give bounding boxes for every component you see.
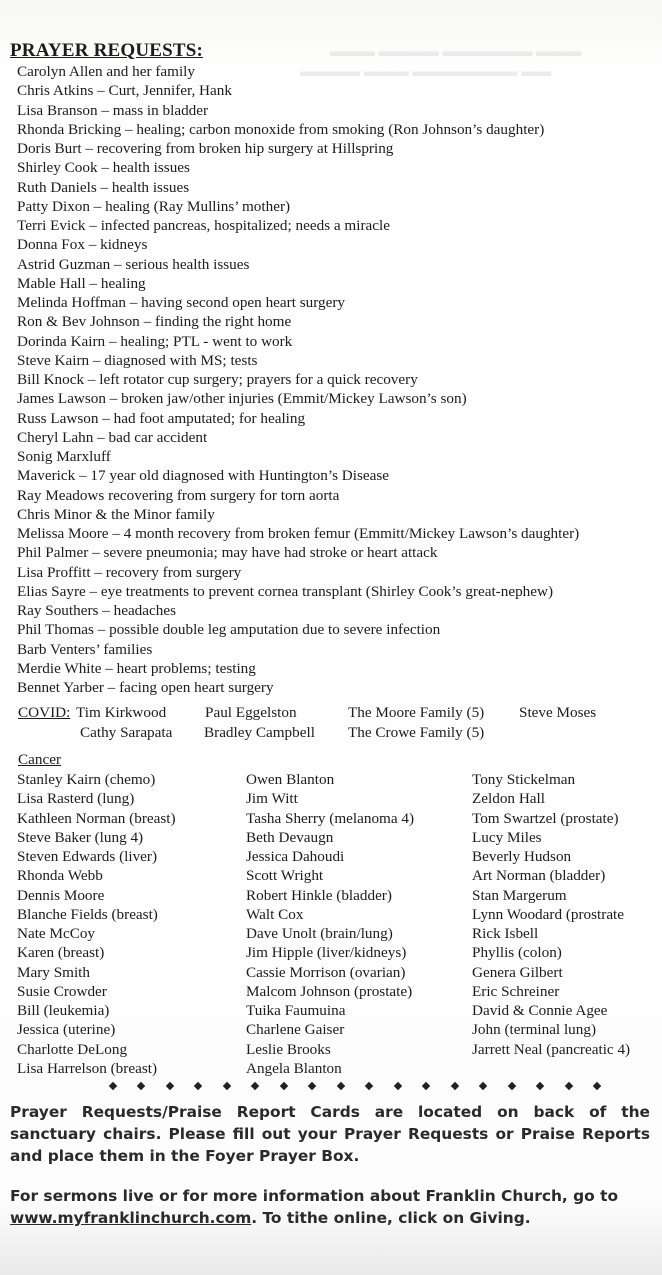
list-item: Shirley Cook – health issues [17, 159, 190, 177]
diamond-icon [251, 1082, 259, 1090]
list-item: Phyllis (colon) [472, 944, 562, 962]
list-item: Karen (breast) [17, 944, 105, 962]
list-item: Jessica (uterine) [17, 1021, 116, 1039]
diamond-icon [223, 1082, 231, 1090]
list-item: Leslie Brooks [246, 1040, 331, 1058]
list-item: Owen Blanton [246, 771, 335, 788]
diamond-icon [450, 1082, 458, 1090]
list-item: Melinda Hoffman – having second open heart surgery [17, 294, 345, 311]
reverse-side-bleed: ▬▬▬▬ ▬▬▬ ▬▬▬▬▬▬▬ ▬▬ [300, 64, 552, 80]
list-item: Jarrett Neal (pancreatic 4) [472, 1040, 631, 1058]
list-item: Russ Lawson – had foot amputated; for healing [17, 409, 306, 427]
cancer-column-2 [246, 770, 414, 1078]
diamond-icon [280, 1082, 288, 1090]
sermons-notice [10, 1185, 650, 1229]
list-item: Steve Baker (lung 4) [17, 828, 144, 846]
list-item: Maverick – 17 year old diagnosed with Huntington’s Disease [17, 467, 390, 485]
list-item: John (terminal lung) [472, 1021, 597, 1039]
cancer-heading: Cancer [18, 751, 62, 768]
list-item: Art Norman (bladder) [472, 867, 606, 885]
list-item: Ron & Bev Johnson – finding the right home [17, 313, 292, 331]
list-item: Zeldon Hall [472, 790, 545, 808]
diamond-icon [166, 1082, 174, 1090]
list-item: Mary Smith [17, 963, 90, 981]
prayer-cards-notice: Prayer Requests/Praise Report Cards are located on back of the sanctuary chairs. Please fill out your Prayer Requests or Praise Reports and place them in the Foyer Prayer Box. [10, 1103, 650, 1165]
list-item: Terri Evick – infected pancreas, hospitalized; needs a miracle [17, 217, 390, 234]
list-item: Jim Hipple (liver/kidneys) [246, 944, 407, 962]
covid-name: Paul Eggelston [205, 704, 297, 721]
list-item: Chris Atkins – Curt, Jennifer, Hank [17, 82, 232, 100]
list-item: Cheryl Lahn – bad car accident [17, 428, 208, 446]
diamond-icon [564, 1082, 572, 1090]
prayer-request-list [17, 62, 579, 697]
diamond-icon [194, 1082, 202, 1090]
diamond-icon [422, 1082, 430, 1090]
list-item: Merdie White – heart problems; testing [17, 659, 256, 677]
list-item: Sonig Marxluff [17, 448, 111, 465]
cancer-column-1 [17, 770, 176, 1078]
diamond-icon [507, 1082, 515, 1090]
list-item: Beverly Hudson [472, 848, 572, 865]
diamond-icon [536, 1082, 544, 1090]
list-item: Nate McCoy [17, 925, 96, 942]
list-item: Bill Knock – left rotator cup surgery; prayers for a quick recovery [17, 371, 418, 388]
list-item: Phil Palmer – severe pneumonia; may have had stroke or heart attack [17, 544, 438, 562]
list-item: Doris Burt – recovering from broken hip surgery at Hillspring [17, 140, 394, 157]
list-item: Rick Isbell [472, 925, 539, 942]
list-item: Tom Swartzel (prostate) [472, 809, 619, 827]
diamond-icon [337, 1082, 345, 1090]
list-item: Robert Hinkle (bladder) [246, 886, 392, 904]
list-item: Dorinda Kairn – healing; PTL - went to work [17, 332, 293, 350]
reverse-side-bleed: ▬▬▬ ▬▬▬▬ ▬▬▬▬▬▬ ▬▬▬ [330, 44, 582, 60]
list-item: Stan Margerum [472, 886, 567, 904]
sermons-text: For sermons live or for more information about Franklin Church, go to [10, 1187, 619, 1205]
list-item: Scott Wright [246, 867, 324, 885]
list-item: Kathleen Norman (breast) [17, 809, 176, 827]
list-item: Dennis Moore [17, 886, 105, 904]
list-item: Astrid Guzman – serious health issues [17, 255, 250, 273]
list-item: Lisa Proffitt – recovery from surgery [17, 563, 242, 581]
list-item: Lisa Rasterd (lung) [17, 790, 135, 808]
website-link[interactable]: www.myfranklinchurch.com [10, 1209, 252, 1227]
list-item: Charlotte DeLong [17, 1040, 128, 1058]
list-item: Blanche Fields (breast) [17, 905, 158, 923]
covid-name: The Moore Family (5) [348, 704, 485, 721]
list-item: Cassie Morrison (ovarian) [246, 963, 406, 981]
list-item: Phil Thomas – possible double leg amputation due to severe infection [17, 621, 441, 639]
list-item: Steven Edwards (liver) [17, 848, 158, 865]
list-item: Lisa Branson – mass in bladder [17, 101, 209, 119]
list-item: Lynn Woodard (prostrate [472, 905, 625, 923]
list-item: Malcom Johnson (prostate) [246, 982, 413, 1000]
list-item: Mable Hall – healing [17, 274, 146, 292]
list-item: Carolyn Allen and her family [17, 63, 195, 80]
list-item: Ruth Daniels – health issues [17, 178, 190, 196]
covid-name: Bradley Campbell [204, 723, 315, 741]
list-item: Lucy Miles [472, 828, 542, 846]
list-item: Rhonda Bricking – healing; carbon monoxide from smoking (Ron Johnson’s daughter) [17, 120, 545, 138]
covid-name: The Crowe Family (5) [348, 723, 485, 741]
list-item: Ray Meadows recovering from surgery for torn aorta [17, 486, 340, 504]
covid-name: Steve Moses [519, 704, 597, 721]
diamond-icon [137, 1082, 145, 1090]
diamond-icon [393, 1082, 401, 1090]
diamond-icon [479, 1082, 487, 1090]
list-item: Angela Blanton [246, 1059, 342, 1077]
list-item: Stanley Kairn (chemo) [17, 771, 156, 788]
list-item: Bennet Yarber – facing open heart surgery [17, 679, 274, 696]
list-item: Eric Schreiner [472, 982, 560, 1000]
list-item: Walt Cox [246, 905, 304, 923]
list-item: Melissa Moore – 4 month recovery from broken femur (Emmitt/Mickey Lawson’s daughter) [17, 525, 580, 542]
tithe-text: . To tithe online, click on Giving. [251, 1209, 531, 1227]
list-item: Ray Southers – headaches [17, 602, 177, 619]
list-item: Lisa Harrelson (breast) [17, 1059, 158, 1077]
list-item: Charlene Gaiser [246, 1021, 345, 1039]
list-item: Elias Sayre – eye treatments to prevent cornea transplant (Shirley Cook’s great-nephew) [17, 582, 554, 600]
diamond-icon [365, 1082, 373, 1090]
list-item: Steve Kairn – diagnosed with MS; tests [17, 351, 258, 369]
list-item: Tuika Faumuina [246, 1002, 346, 1019]
list-item: Beth Devaugn [246, 828, 334, 846]
list-item: Tasha Sherry (melanoma 4) [246, 809, 415, 827]
diamond-icon [109, 1082, 117, 1090]
cancer-column-3 [472, 770, 630, 1059]
covid-label: COVID: [18, 704, 71, 721]
covid-name: Tim Kirkwood [76, 704, 167, 721]
diamond-icon [593, 1082, 601, 1090]
list-item: Dave Unolt (brain/lung) [246, 925, 393, 942]
list-item: Bill (leukemia) [17, 1002, 110, 1019]
list-item: Rhonda Webb [17, 867, 103, 885]
list-item: Barb Venters’ families [17, 640, 153, 658]
list-item: Genera Gilbert [472, 963, 563, 981]
list-item: Jessica Dahoudi [246, 848, 345, 865]
list-item: James Lawson – broken jaw/other injuries (Emmit/Mickey Lawson’s son) [17, 390, 467, 408]
list-item: Tony Stickelman [472, 771, 576, 788]
list-item: Patty Dixon – healing (Ray Mullins’ mother) [17, 197, 291, 215]
list-item: Chris Minor & the Minor family [17, 505, 215, 523]
diamond-divider [110, 1080, 600, 1092]
list-item: Donna Fox – kidneys [17, 236, 148, 254]
covid-name: Cathy Sarapata [80, 723, 173, 741]
prayer-requests-title: PRAYER REQUESTS: [10, 40, 204, 61]
diamond-icon [308, 1082, 316, 1090]
list-item: Susie Crowder [17, 982, 107, 1000]
list-item: Jim Witt [246, 790, 298, 808]
list-item: David & Connie Agee [472, 1002, 608, 1019]
